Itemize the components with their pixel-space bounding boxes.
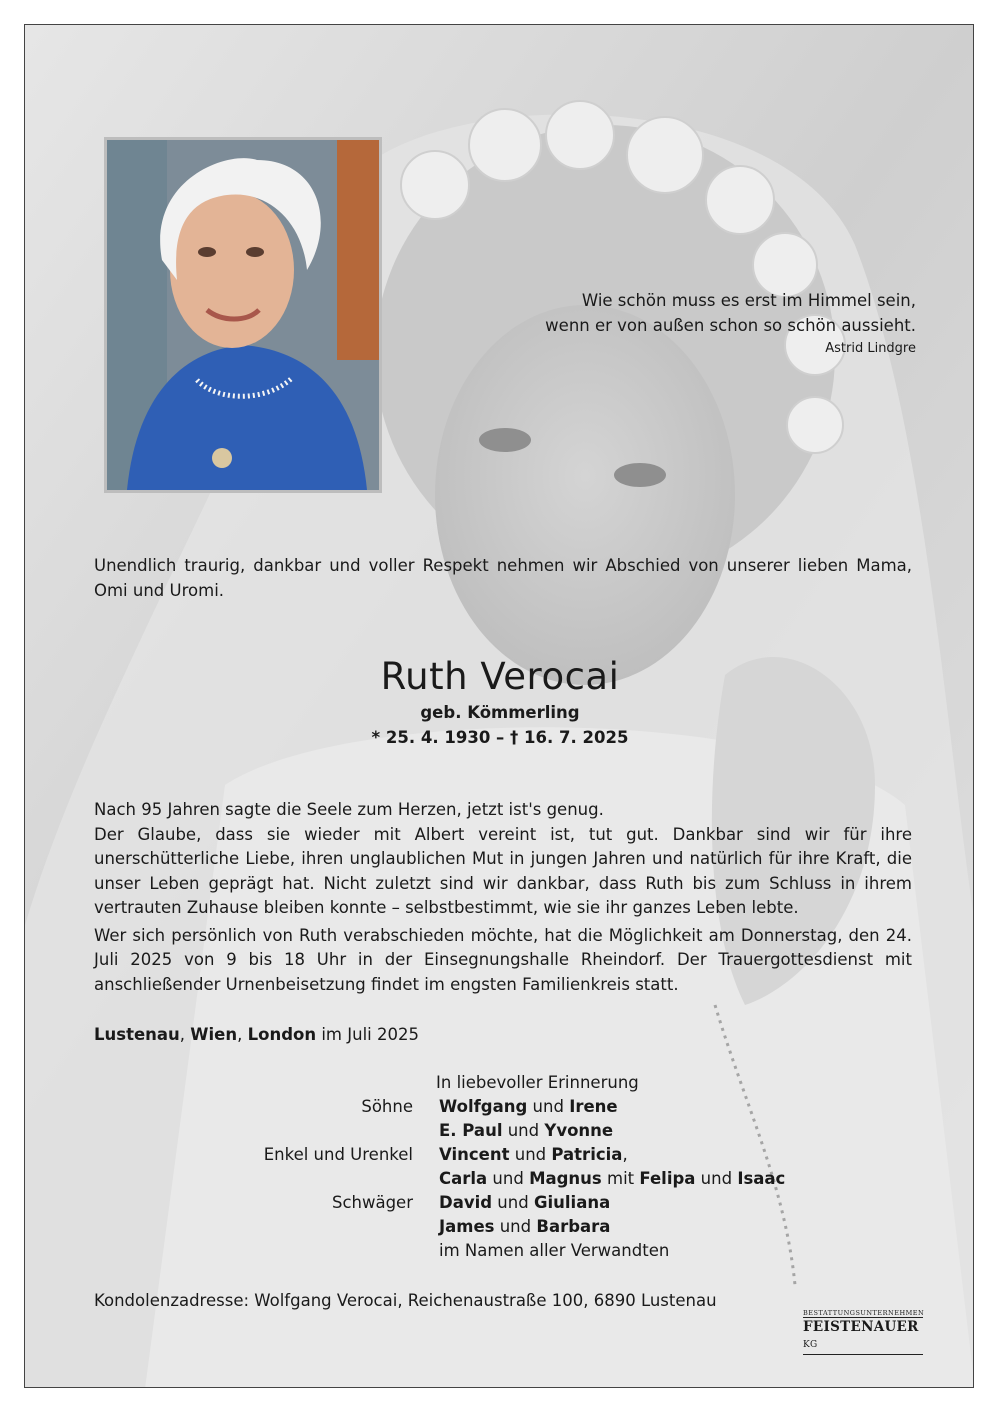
life-dates: * 25. 4. 1930 – † 16. 7. 2025 — [371, 728, 629, 747]
quote-author: Astrid Lindgre — [825, 341, 916, 356]
name: Giuliana — [533, 1193, 611, 1212]
city-london: London — [247, 1025, 317, 1044]
name: Isaac — [737, 1169, 786, 1188]
inlaws-row-1 — [439, 1193, 610, 1212]
grand-row-1 — [439, 1145, 628, 1164]
family-heading: In liebevoller Erinnerung — [436, 1073, 639, 1092]
name: Irene — [569, 1097, 618, 1116]
with: mit — [601, 1169, 640, 1188]
body-text — [94, 798, 912, 997]
body-paragraph-2: Wer sich persönlich von Ruth verabschieden möchte, hat die Möglichkeit am Donnerstag, den 24. Juli 2025 von 9 bis 18 Uhr in der Einsegnungshalle Rheindorf. Der Trauergottesdienst mit anschließender Urnenbeisetzung findet im engsten Familienkreis statt. — [94, 925, 912, 994]
city-wien: Wien — [190, 1025, 238, 1044]
date-suffix: im Juli 2025 — [316, 1025, 419, 1044]
city-lustenau: Lustenau — [94, 1025, 180, 1044]
and: und — [509, 1145, 552, 1164]
separator: , — [237, 1025, 248, 1044]
name: Wolfgang — [439, 1097, 528, 1116]
family-closing: im Namen aller Verwandten — [439, 1241, 670, 1260]
and: und — [695, 1169, 738, 1188]
separator: , — [179, 1025, 191, 1044]
quote-line-2: wenn er von außen schon so schön aussieht. — [545, 316, 916, 335]
quote-line-1: Wie schön muss es erst im Himmel sein, — [581, 291, 916, 310]
logo-subtitle: BESTATTUNGSUNTERNEHMEN — [803, 1309, 925, 1317]
name: Barbara — [536, 1217, 611, 1236]
and: und — [492, 1193, 534, 1212]
deceased-name: Ruth Verocai — [380, 655, 620, 698]
name: Magnus — [529, 1169, 602, 1188]
logo-name — [803, 1317, 923, 1355]
logo-suffix: KG — [803, 1340, 818, 1350]
label-grandchildren: Enkel und Urenkel — [263, 1145, 413, 1164]
funeral-home-logo — [803, 1309, 923, 1349]
name: E. Paul — [439, 1121, 503, 1140]
name: Patricia — [551, 1145, 623, 1164]
name: James — [439, 1217, 495, 1236]
grand-row-2 — [439, 1169, 785, 1188]
and: und — [487, 1169, 530, 1188]
body-paragraph-1: Der Glaube, dass sie wieder mit Albert vereint ist, tut gut. Dankbar sind wir für ihre unerschütterliche Liebe, ihren unglaublichen Mut in jungen Jahren und natürlich für ihre Kraft, die unser Leben geprägt hat. Nicht zuletzt sind wir dankbar, dass Ruth bis zum Schluss in ihrem vertrauten Zuhause bleiben konnte – selbstbestimmt, wie sie ihr ganzes Leben lebte. — [94, 824, 912, 917]
sons-row-1 — [439, 1097, 618, 1116]
name: Vincent — [439, 1145, 510, 1164]
place-date — [94, 1025, 419, 1044]
name: Felipa — [639, 1169, 696, 1188]
condolence-address: Kondolenzadresse: Wolfgang Verocai, Reichenaustraße 100, 6890 Lustenau — [94, 1291, 717, 1310]
birth-name: geb. Kömmerling — [420, 703, 580, 722]
quote — [545, 288, 916, 338]
and: und — [527, 1097, 570, 1116]
comma: , — [622, 1145, 628, 1164]
name: Yvonne — [544, 1121, 614, 1140]
portrait-image — [107, 140, 379, 490]
label-inlaws: Schwäger — [331, 1193, 413, 1212]
logo-name-text: FEISTENAUER — [803, 1319, 919, 1335]
and: und — [494, 1217, 537, 1236]
portrait-photo — [104, 137, 382, 493]
sons-row-2 — [439, 1121, 613, 1140]
and: und — [502, 1121, 545, 1140]
intro-text: Unendlich traurig, dankbar und voller Respekt nehmen wir Abschied von unserer lieben Mama, Omi und Uromi. — [94, 556, 912, 600]
inlaws-row-2 — [439, 1217, 610, 1236]
name: David — [439, 1193, 493, 1212]
label-sons: Söhne — [361, 1097, 413, 1116]
name: Carla — [439, 1169, 488, 1188]
obituary-card — [24, 24, 974, 1388]
body-line-1: Nach 95 Jahren sagte die Seele zum Herzen, jetzt ist's genug. — [94, 800, 604, 819]
